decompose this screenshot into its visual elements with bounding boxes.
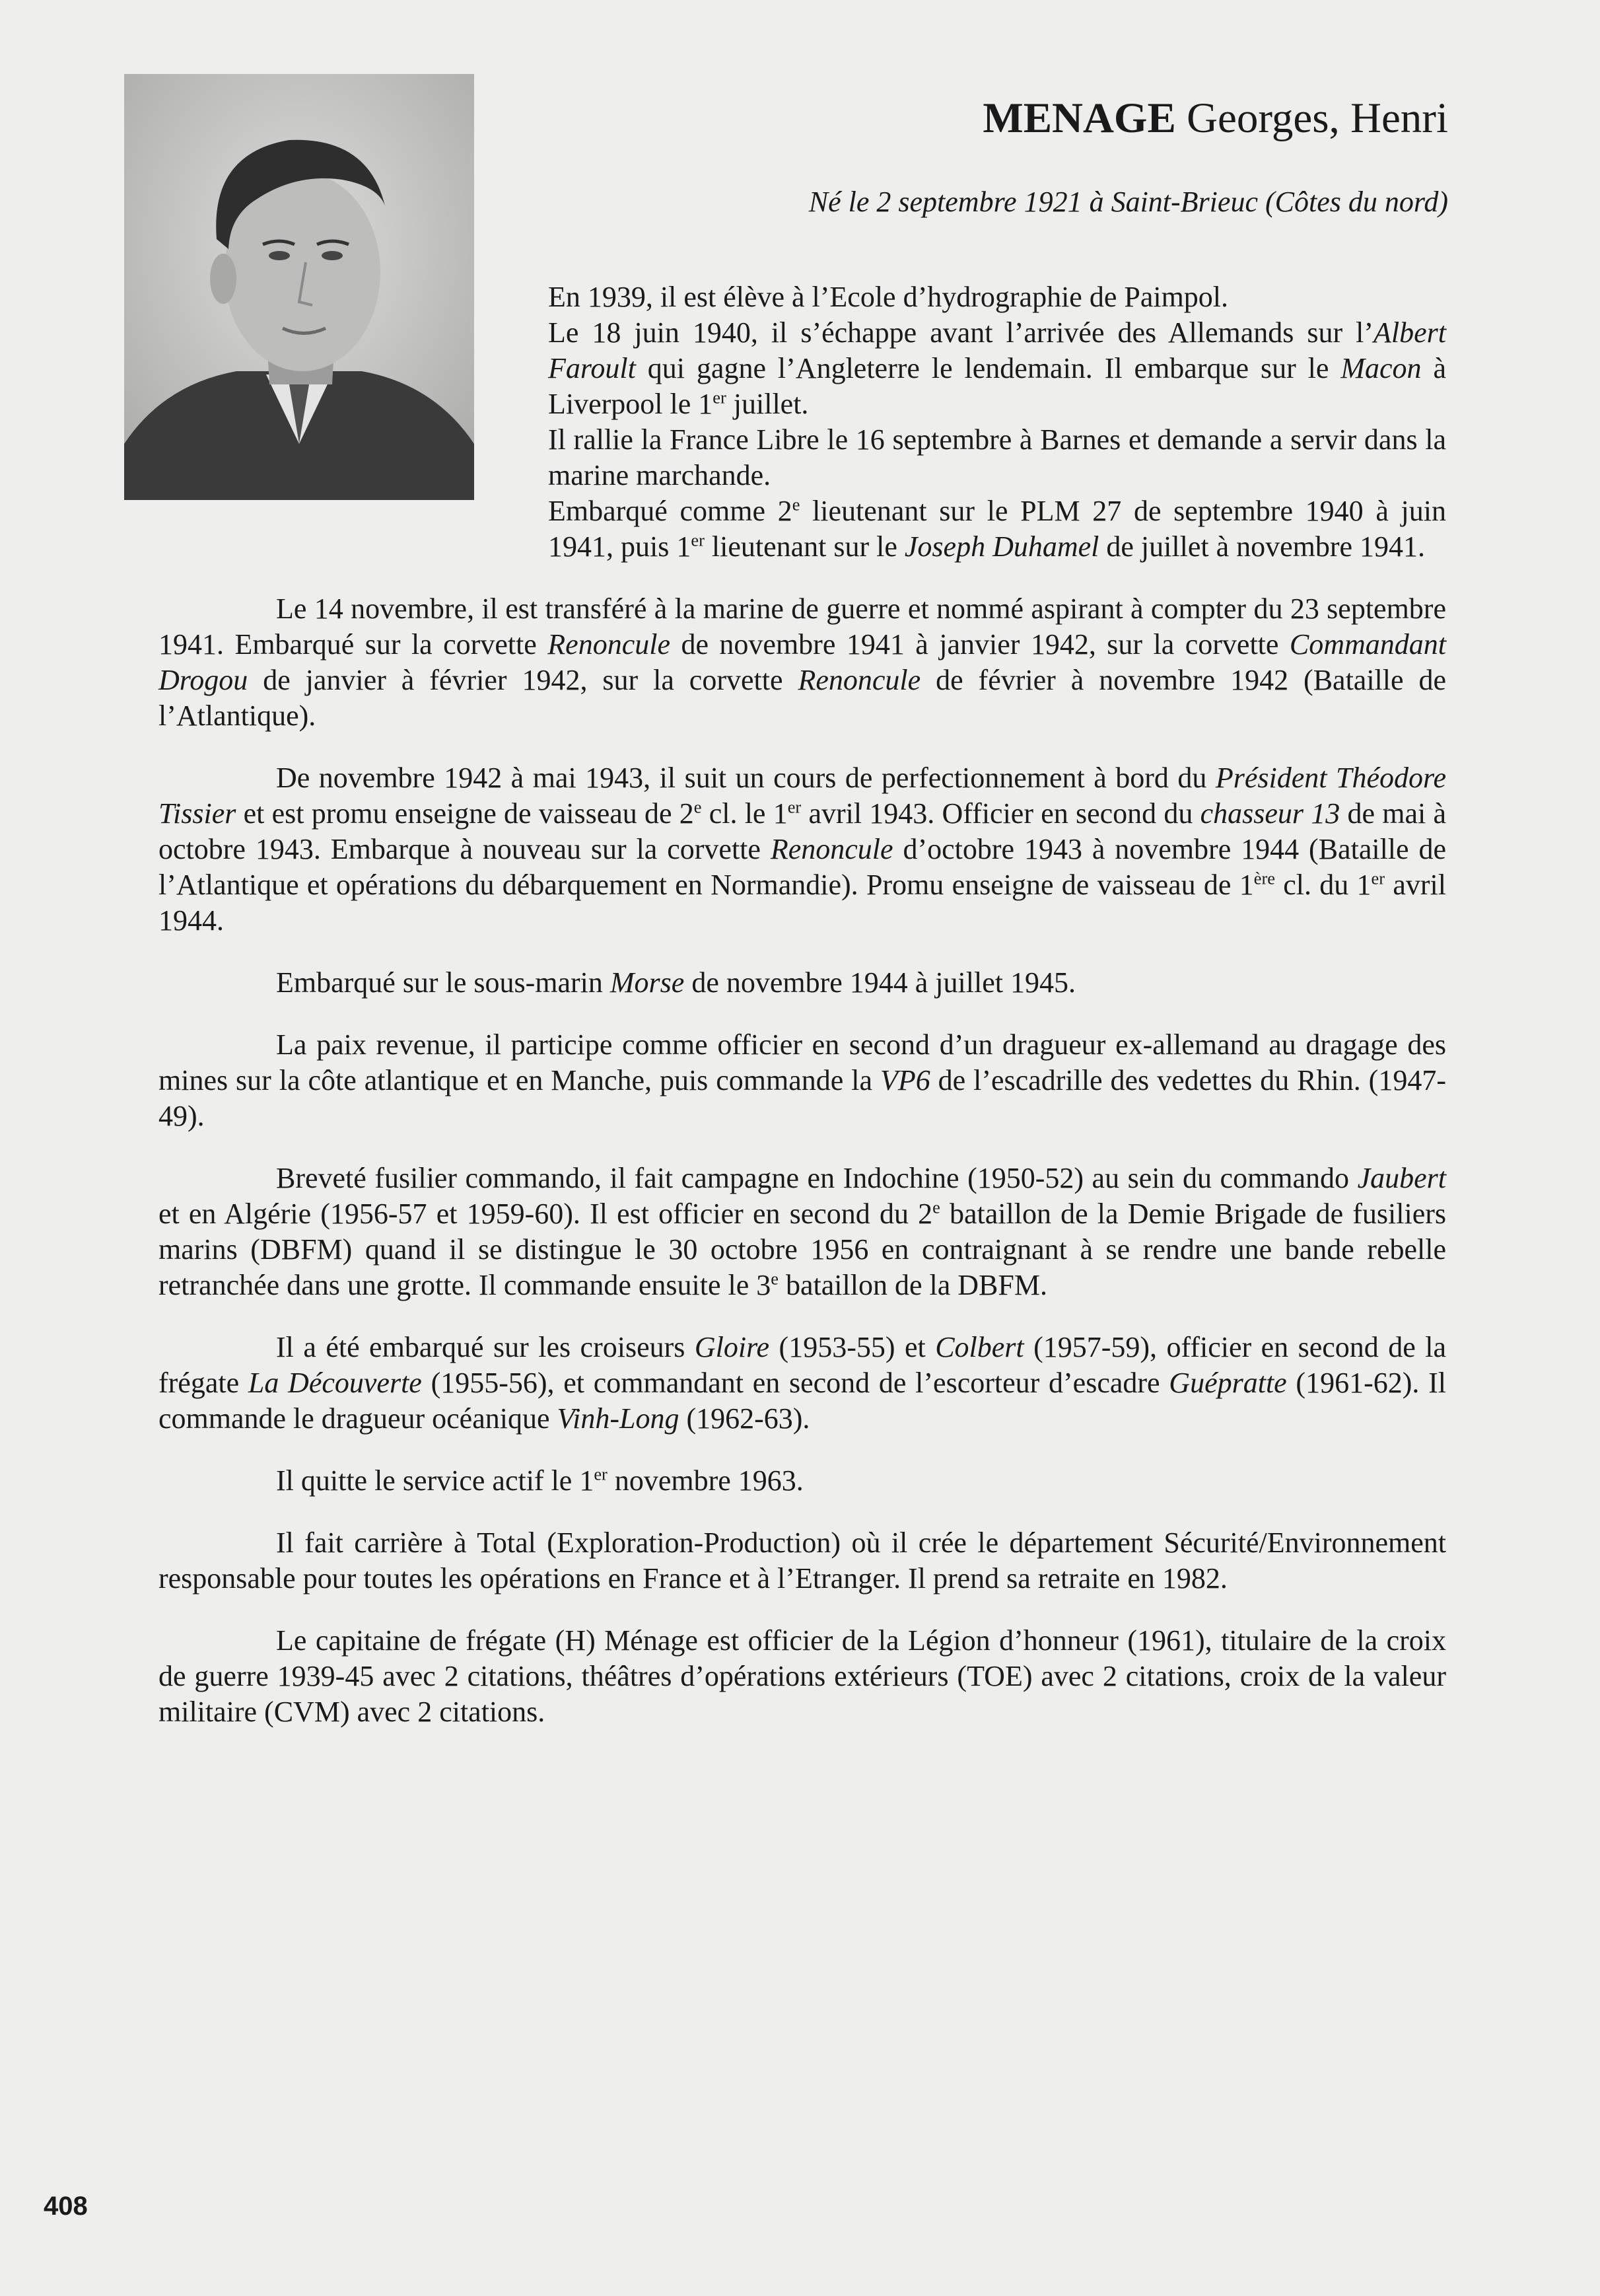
superscript: e <box>693 797 702 817</box>
italic-name: Commandant Drogou <box>158 628 1447 696</box>
text-run: de l’escadrille des vedettes du Rhin. (1947-49). <box>158 1064 1446 1132</box>
italic-name: Président Théodore Tissier <box>158 762 1446 830</box>
text-run: de janvier à février 1942, sur la corvette <box>248 664 798 696</box>
birth-line: Né le 2 septembre 1921 à Saint-Brieuc (Côtes du nord) <box>808 186 1448 218</box>
paragraph <box>158 591 1446 734</box>
text-run: bataillon de la Demie Brigade de fusiliers marins (DBFM) quand il se distingue le 30 octobre 1956 en contraignant à se rendre une bande rebelle retranchée dans une grotte. Il commande ensuite le 3 <box>158 1198 1446 1301</box>
text-run: et est promu enseigne de vaisseau de 2 <box>236 797 694 830</box>
text-run: Embarqué sur le sous-marin <box>276 966 610 999</box>
text-run: de février à novembre 1942 (Bataille de l’Atlantique). <box>158 664 1446 732</box>
text-run: de juillet à novembre 1941. <box>1099 530 1426 563</box>
text-run: d’octobre 1943 à novembre 1944 (Bataille de l’Atlantique et opérations du débarquement en Normandie). Promu enseigne de vaisseau de 1 <box>158 833 1446 901</box>
italic-name: La Découverte <box>248 1367 422 1399</box>
text-run: Il quitte le service actif le 1 <box>276 1464 594 1497</box>
paragraph <box>158 760 1446 939</box>
italic-name: Jaubert <box>1357 1162 1446 1194</box>
text-run: bataillon de la DBFM. <box>779 1269 1047 1301</box>
superscript: er <box>787 797 802 817</box>
text-run: (1961-62). Il commande le dragueur océanique <box>158 1367 1446 1435</box>
italic-name: Renoncule <box>798 664 921 696</box>
italic-name: Morse <box>609 966 685 999</box>
text-run: cl. du 1 <box>1274 869 1372 901</box>
text-run: En 1939, il est élève à l’Ecole d’hydrographie de Paimpol. <box>548 281 1229 313</box>
paragraph <box>158 1525 1446 1596</box>
text-run: lieutenant sur le PLM 27 de septembre 1940 à juin 1941, puis 1 <box>548 495 1446 563</box>
text-run: cl. le 1 <box>701 797 788 830</box>
paragraph <box>158 1623 1446 1730</box>
text-run: La paix revenue, il participe comme officier en second d’un dragueur ex-allemand au dragage des mines sur la côte atlantique et en Manche, puis commande la <box>158 1028 1446 1096</box>
text-run: Il fait carrière à Total (Exploration-Production) où il crée le département Sécurité/Environnement responsable pour toutes les opérations en France et à l’Etranger. Il prend sa retraite en 1982. <box>158 1526 1446 1595</box>
text-run: avril 1944. <box>158 869 1446 937</box>
text-run: novembre 1963. <box>607 1464 804 1497</box>
text-run: avril 1943. Officier en second du <box>801 797 1200 830</box>
paragraph <box>158 1027 1446 1134</box>
surname: MENAGE <box>983 94 1176 142</box>
text-run: (1957-59), officier en second de la frégate <box>158 1331 1447 1399</box>
text-run: de novembre 1944 à juillet 1945. <box>684 966 1076 999</box>
italic-name: chasseur 13 <box>1200 797 1340 830</box>
superscript: e <box>932 1197 940 1217</box>
italic-name: Macon <box>1340 352 1422 384</box>
superscript: e <box>792 494 800 515</box>
italic-name: Albert Faroult <box>548 316 1446 384</box>
text-run: Le 14 novembre, il est transféré à la marine de guerre et nommé aspirant à compter du 23 septembre 1941. Embarqué sur la corvette <box>158 592 1446 661</box>
text-run: (1955-56), et commandant en second de l’escorteur d’escadre <box>421 1367 1169 1399</box>
text-run: de mai à octobre 1943. Embarque à nouveau sur la corvette <box>158 797 1446 865</box>
text-run: Breveté fusilier commando, il fait campagne en Indochine (1950-52) au sein du commando <box>276 1162 1358 1194</box>
italic-name: Renoncule <box>770 833 893 865</box>
text-run: qui gagne l’Angleterre le lendemain. Il embarque sur le <box>635 352 1341 384</box>
italic-name: Joseph Duhamel <box>904 530 1099 563</box>
italic-name: Guépratte <box>1169 1367 1287 1399</box>
superscript: er <box>1371 868 1385 888</box>
biography-text <box>158 279 1446 1730</box>
paragraph <box>158 965 1446 1001</box>
given-names: Georges, Henri <box>1187 94 1448 142</box>
text-run: et en Algérie (1956-57 et 1959-60). Il est officier en second du 2 <box>158 1198 933 1230</box>
paragraph <box>158 1161 1446 1303</box>
person-name-heading <box>594 92 1448 144</box>
superscript: ère <box>1253 868 1275 888</box>
text-run: (1962-63). <box>679 1402 810 1435</box>
text-run: De novembre 1942 à mai 1943, il suit un cours de perfectionnement à bord du <box>276 762 1216 794</box>
text-run: lieutenant sur le <box>704 530 905 563</box>
text-run: (1953-55) et <box>769 1331 936 1363</box>
text-run: juillet. <box>726 388 809 420</box>
photo-wrap-spacer <box>158 279 548 590</box>
italic-name: Vinh-Long <box>557 1402 679 1435</box>
italic-name: VP6 <box>880 1064 930 1096</box>
italic-name: Gloire <box>694 1331 770 1363</box>
paragraph <box>158 1330 1446 1437</box>
text-run: Le 18 juin 1940, il s’échappe avant l’arrivée des Allemands sur l’ <box>548 316 1374 349</box>
text-run: Il rallie la France Libre le 16 septembre à Barnes et demande a servir dans la marine marchande. <box>548 423 1446 491</box>
italic-name: Colbert <box>935 1331 1024 1363</box>
text-run: Embarqué comme 2 <box>548 495 792 527</box>
superscript: er <box>713 387 726 408</box>
text-run: à Liverpool le 1 <box>548 352 1446 420</box>
page-number: 408 <box>44 2192 88 2221</box>
text-run: Le capitaine de frégate (H) Ménage est officier de la Légion d’honneur (1961), titulaire de la croix de guerre 1939-45 avec 2 citations, théâtres d’opérations extérieurs (TOE) avec 2 citations, croix de la valeur militaire (CVM) avec 2 citations. <box>158 1624 1446 1728</box>
superscript: e <box>771 1268 779 1289</box>
italic-name: Renoncule <box>547 628 670 661</box>
superscript: er <box>594 1464 608 1484</box>
superscript: er <box>691 530 705 550</box>
text-run: de novembre 1941 à janvier 1942, sur la corvette <box>670 628 1290 661</box>
text-run: Il a été embarqué sur les croiseurs <box>276 1331 695 1363</box>
paragraph <box>158 1463 1446 1499</box>
